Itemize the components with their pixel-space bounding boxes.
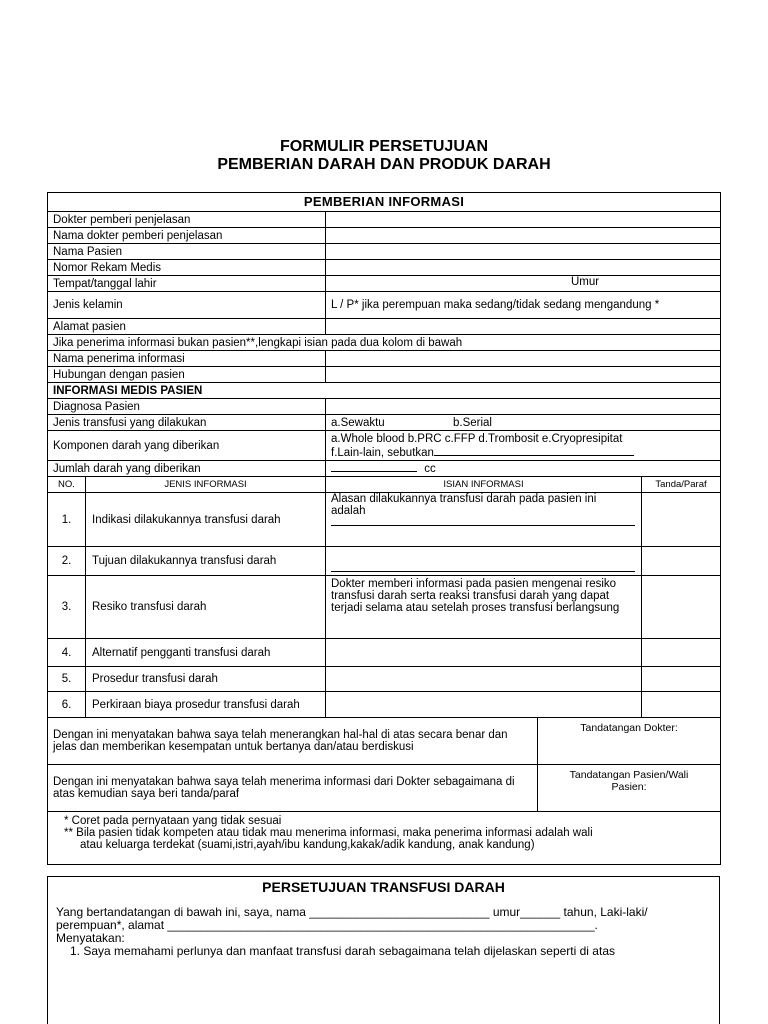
row-signature[interactable] <box>642 547 721 576</box>
field-relation[interactable] <box>326 367 721 383</box>
field-diagnosis[interactable] <box>326 399 721 415</box>
header-info-content: ISIAN INFORMASI <box>326 477 642 493</box>
field-receiver-name[interactable] <box>326 351 721 367</box>
component-other-label: f.Lain-lain, sebutkan <box>331 446 434 459</box>
row-label-doctor: Dokter pemberi penjelasan <box>48 212 326 228</box>
row-number: 3. <box>48 576 86 639</box>
row-label-address: Alamat pasien <box>48 319 326 335</box>
consent-form-table <box>47 192 720 865</box>
row-signature[interactable] <box>642 639 721 667</box>
field-doctor[interactable] <box>326 212 721 228</box>
row-label-medical-record: Nomor Rekam Medis <box>48 260 326 276</box>
row-info-content-blank[interactable] <box>331 517 635 526</box>
non-patient-note: Jika penerima informasi bukan pasien**,lengkapi isian pada dua kolom di bawah <box>48 335 721 351</box>
row-signature[interactable] <box>642 493 721 547</box>
row-info-content[interactable] <box>326 639 642 667</box>
field-address[interactable] <box>326 319 721 335</box>
consent-line-1: Yang bertandatangan di bawah ini, saya, nama ___________________________ umur______ tahun, Laki-laki/ <box>56 905 648 919</box>
row-info-content-blank[interactable] <box>331 563 635 572</box>
component-other-blank[interactable] <box>434 445 634 456</box>
section-heading-medical: INFORMASI MEDIS PASIEN <box>48 383 721 399</box>
row-signature[interactable] <box>642 692 721 718</box>
consent-item-1: 1. Saya memahami perlunya dan manfaat transfusi darah sebagaimana telah dijelaskan seperti di atas <box>70 944 615 958</box>
row-info-content-text: Alasan dilakukannya transfusi darah pada pasien ini adalah <box>331 493 597 517</box>
field-amount[interactable] <box>326 461 721 477</box>
row-label-diagnosis: Diagnosa Pasien <box>48 399 326 415</box>
row-info-content[interactable] <box>326 547 642 576</box>
section-heading-consent: PERSETUJUAN TRANSFUSI DARAH <box>47 876 720 896</box>
row-info-type: Perkiraan biaya prosedur transfusi darah <box>86 692 326 718</box>
row-info-type: Prosedur transfusi darah <box>86 667 326 692</box>
row-signature[interactable] <box>642 576 721 639</box>
patient-signature-box[interactable]: Tandatangan Pasien/Wali Pasien: <box>538 765 721 812</box>
row-info-type: Resiko transfusi darah <box>86 576 326 639</box>
table-row <box>48 576 721 639</box>
amount-blank[interactable] <box>331 462 417 472</box>
table-row <box>48 639 721 667</box>
consent-line-2: perempuan*, alamat ________________________________________________________________. <box>56 918 598 932</box>
field-transfusion-type[interactable] <box>326 415 721 431</box>
row-label-transfusion-type: Jenis transfusi yang dilakukan <box>48 415 326 431</box>
section-heading-information: PEMBERIAN INFORMASI <box>48 193 721 212</box>
table-row <box>48 493 721 547</box>
row-info-content[interactable] <box>326 667 642 692</box>
row-label-receiver-name: Nama penerima informasi <box>48 351 326 367</box>
row-info-type: Tujuan dilakukannya transfusi darah <box>86 547 326 576</box>
row-signature[interactable] <box>642 667 721 692</box>
row-label-component: Komponen darah yang diberikan <box>48 431 326 461</box>
table-row <box>48 547 721 576</box>
consent-line-3: Menyatakan: <box>56 931 125 945</box>
amount-unit: cc <box>424 463 436 475</box>
row-number: 6. <box>48 692 86 718</box>
row-info-type: Alternatif pengganti transfusi darah <box>86 639 326 667</box>
field-doctor-name[interactable] <box>326 228 721 244</box>
option-serial[interactable]: b.Serial <box>453 416 492 429</box>
footnote-2: ** Bila pasien tidak kompeten atau tidak mau menerima informasi, maka penerima informasi adalah wali <box>64 827 593 839</box>
field-patient-name[interactable] <box>326 244 721 260</box>
row-info-content[interactable] <box>326 493 642 547</box>
option-sewaktu[interactable]: a.Sewaktu <box>331 416 385 429</box>
row-label-doctor-name: Nama dokter pemberi penjelasan <box>48 228 326 244</box>
header-no: NO. <box>48 477 86 493</box>
row-label-birth: Tempat/tanggal lahir <box>48 276 326 292</box>
umur-label: Umur <box>571 276 600 288</box>
row-label-gender: Jenis kelamin <box>48 292 326 319</box>
row-label-patient-name: Nama Pasien <box>48 244 326 260</box>
field-component[interactable] <box>326 431 721 461</box>
patient-statement: Dengan ini menyatakan bahwa saya telah menerima informasi dari Dokter sebagaimana di atas kemudian saya beri tanda/paraf <box>48 765 538 812</box>
row-number: 2. <box>48 547 86 576</box>
row-number: 5. <box>48 667 86 692</box>
header-info-type: JENIS INFORMASI <box>86 477 326 493</box>
table-row <box>48 667 721 692</box>
row-info-content: Dokter memberi informasi pada pasien mengenai resiko transfusi darah serta reaksi transfusi darah yang dapat terjadi selama atau setelah proses transfusi berlangsung <box>326 576 642 639</box>
row-number: 1. <box>48 493 86 547</box>
doctor-statement: Dengan ini menyatakan bahwa saya telah menerangkan hal-hal di atas secara benar dan jelas dan memberikan kesempatan untuk bertanya dan/atau berdiskusi <box>48 718 538 765</box>
row-info-type: Indikasi dilakukannya transfusi darah <box>86 493 326 547</box>
field-gender[interactable]: L / P* jika perempuan maka sedang/tidak sedang mengandung * <box>326 292 721 319</box>
consent-body <box>47 896 720 1024</box>
row-number: 4. <box>48 639 86 667</box>
table-row <box>48 692 721 718</box>
row-label-amount: Jumlah darah yang diberikan <box>48 461 326 477</box>
row-label-relation: Hubungan dengan pasien <box>48 367 326 383</box>
doctor-signature-box[interactable]: Tandatangan Dokter: <box>538 718 721 765</box>
form-title-line2: PEMBERIAN DARAH DAN PRODUK DARAH <box>217 156 551 173</box>
header-signature: Tanda/Paraf <box>642 477 721 493</box>
footnote-1: * Coret pada pernyataan yang tidak sesuai <box>64 815 282 827</box>
component-options: a.Whole blood b.PRC c.FFP d.Trombosit e.Cryopresipitat <box>331 432 623 445</box>
field-birth[interactable] <box>326 276 721 292</box>
row-info-content[interactable] <box>326 692 642 718</box>
footnote-3: atau keluarga terdekat (suami,istri,ayah/ibu kandung,kakak/adik kandung, anak kandung) <box>80 839 535 851</box>
form-title-line1: FORMULIR PERSETUJUAN <box>279 138 488 155</box>
footnotes <box>48 812 721 865</box>
field-medical-record[interactable] <box>326 260 721 276</box>
